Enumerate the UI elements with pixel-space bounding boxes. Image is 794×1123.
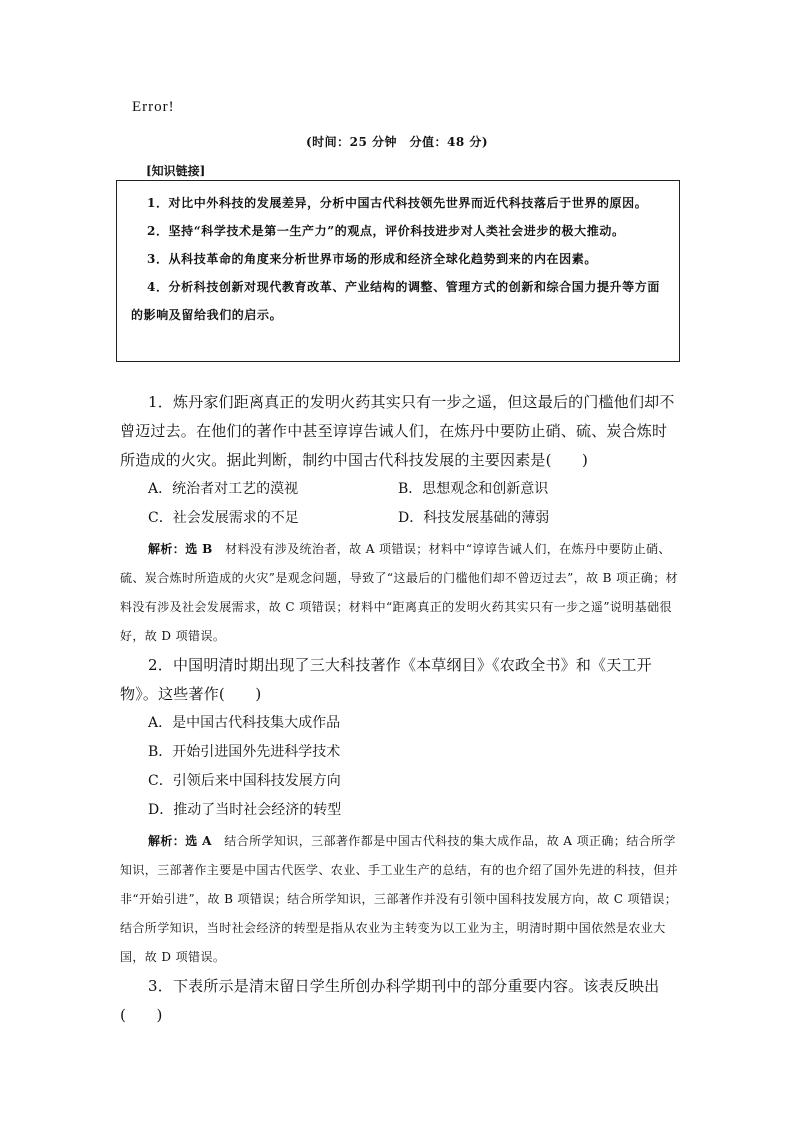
option-b: B．思想观念和创新意识 [398,481,549,497]
error-text: Error! [132,99,175,115]
analysis-body: 材料没有涉及统治者，故 A 项错误；材料中“谆谆告诫人们，在炼丹中要防止硝、硫、炭合炼时所造成的火灾”是观念问题，导致了“这最后的门槛他们却不曾迈过去”，故 B 项正确；材料没有涉及社会发展需求，故 C 项错误；材料中“距离真正的发明火药其实只有一步之遥”说明基础很好，故 D 项错误。 [120,542,679,643]
analysis-lead: 解析：选 B [148,542,213,556]
option-c: C．社会发展需求的不足 [148,510,299,526]
option-d: D．科技发展基础的薄弱 [398,510,550,526]
analysis-lead: 解析：选 A [148,834,212,848]
question-2-options [120,709,680,825]
knowledge-link-label: [知识链接] [146,164,206,178]
analysis-body: 结合所学知识，三部著作都是中国古代科技的集大成作品，故 A 项正确；结合所学知识，三部著作主要是中国古代医学、农业、手工业生产的总结，有的也介绍了国外先进的科技，但并非“开始引进”，故 B 项错误；结合所学知识，三部著作并没有引领中国科技发展方向，故 C 项错误；结合所学知识，当时社会经济的转型是指从农业为主转变为以工业为主，明清时期中国依然是农业大国，故 D 项错误。 [120,834,679,964]
question-1-options [120,475,680,533]
option-a: A．是中国古代科技集大成作品 [148,715,341,731]
question-1-analysis [120,535,680,651]
question-3-stem: 3．下表所示是清末留日学生所创办科学期刊中的部分重要内容。该表反映出( ) [120,977,660,1024]
question-2-analysis [120,827,680,972]
knowledge-box [116,180,680,362]
knowledge-item: 1．对比中外科技的发展差异，分析中国古代科技领先世界而近代科技落后于世界的原因。 [147,196,648,210]
knowledge-item: 2．坚持“科学技术是第一生产力”的观点，评价科技进步对人类社会进步的极大推动。 [147,224,625,238]
knowledge-item: 3．从科技革命的角度来分析世界市场的形成和经济全球化趋势到来的内在因素。 [147,252,597,266]
question-2-stem: 2．中国明清时期出现了三大科技著作《本草纲目》《农政全书》和《天工开物》。这些著作( ) [120,656,652,703]
option-b: B．开始引进国外先进科学技术 [148,744,341,760]
question-1-stem: 1．炼丹家们距离真正的发明火药其实只有一步之遥，但这最后的门槛他们却不曾迈过去。在他们的著作中甚至谆谆告诫人们，在炼丹中要防止硝、硫、炭合炼时所造成的火灾。据此判断，制约中国古代科技发展的主要因素是( ) [120,393,675,469]
option-c: C．引领后来中国科技发展方向 [148,773,341,789]
knowledge-item: 4．分析科技创新对现代教育改革、产业结构的调整、管理方式的创新和综合国力提升等方面的影响及留给我们的启示。 [131,280,660,322]
time-score-subtitle: (时间：25 分钟 分值：48 分) [305,135,489,149]
option-a: A．统治者对工艺的漠视 [148,481,299,497]
option-d: D．推动了当时社会经济的转型 [148,802,342,818]
questions-area [120,388,680,1030]
